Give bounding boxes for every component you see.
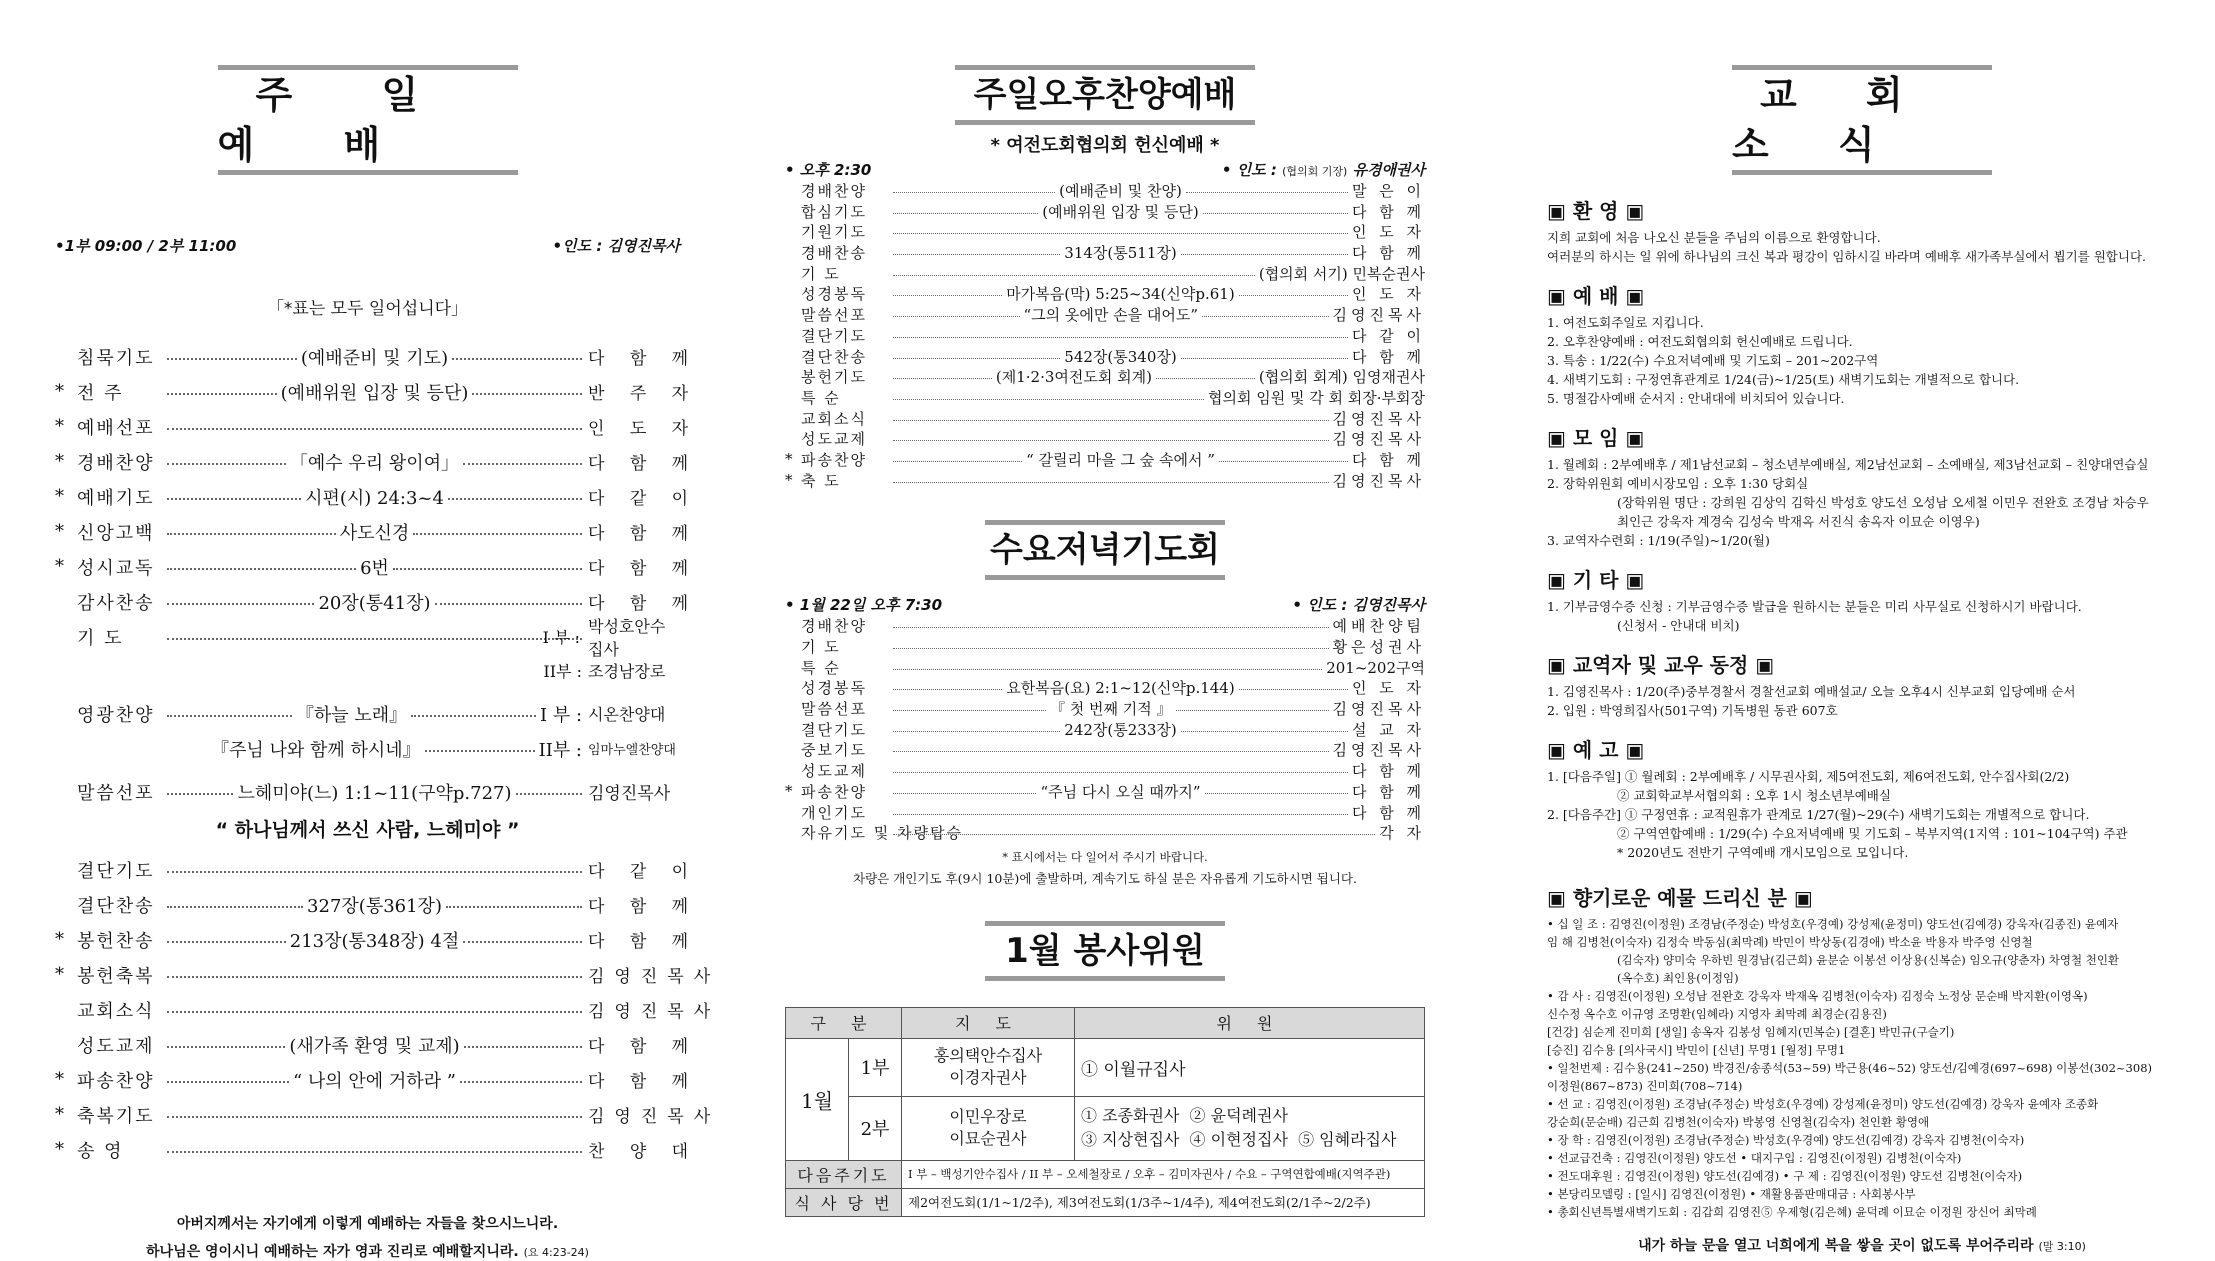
news-item: 5. 명절감사예배 순서지 : 안내대에 비치되어 있습니다. <box>1547 391 1845 406</box>
sermon-title: “ 하나님께서 쓰신 사람, 느헤미야 ” <box>215 819 520 841</box>
news-item: 이정원(867~873) 진미희(708~714) <box>1547 1079 1743 1093</box>
preview-heading: ▣ 예 고 ▣ <box>1547 738 1645 762</box>
service-row: 경배찬송 314장(통511장) 다 함 께 <box>801 244 1425 263</box>
verse-line-1: 아버지께서는 자기에게 이렇게 예배하는 자들을 찾으시느니라. <box>176 1216 559 1232</box>
news-item: • 본당리모델링 : [일시] 김영진(이정원) • 재활용품판매대금 : 사회봉사부 <box>1547 1187 1916 1201</box>
service-row: 중보기도 김영진목사 <box>801 741 1425 760</box>
news-item: (옥수호) 최인용(이정임) <box>1617 971 1739 985</box>
service-row: 감사찬송 20장(통41장) 다 함 께 <box>77 592 699 614</box>
service-row: * 성시교독 6번 다 함 께 <box>55 556 699 579</box>
news-heading: ▣ 교역자 및 교우 동정 ▣ <box>1547 653 1775 677</box>
service-row: 결단기도 다 같 이 <box>801 326 1425 345</box>
news-item: • 선교급건축 : 김영진(이정원) 양도선 • 대지구입 : 김영진(이정원) 김병천(이숙자) <box>1547 1151 1962 1165</box>
service-row: 결단기도 242장(통233장) 설 교 자 <box>801 720 1425 739</box>
news-item: • 감 사 : 김영진(이정원) 오성남 전완호 강욱자 박재옥 김병천(이숙자) 김정숙 노정상 문순배 박지환(이영옥) <box>1547 989 2088 1003</box>
wednesday-meta: • 1월 22일 오후 7:30 • 인도 : 김영진목사 <box>785 596 1425 615</box>
service-row: 말씀선포 “그의 옷에만 손을 대어도” 김영진목사 <box>801 306 1425 325</box>
worship-heading: ▣ 예 배 ▣ <box>1547 284 1645 308</box>
prayer-row: 기 도 <box>55 619 680 654</box>
wednesday-order <box>785 615 1425 843</box>
news-item: 2. 입원 : 박영희집사(501구역) 기독병원 동관 607호 <box>1547 703 1838 718</box>
service-row: 특 순 협의회 임원 및 각 회 회장·부회장 <box>801 388 1425 407</box>
afternoon-meta: • 오후 2:30 • 인도 : (협의회 기장) 유경애권사 <box>785 161 1425 179</box>
sermon-row: 말씀선포 느헤미야(느) 1:1~11(구약p.727) 김영진목사 <box>77 782 671 804</box>
news-item: 1. 기부금영수증 신청 : 기부금영수증 발급을 원하시는 분들은 미리 사무실로 신청하시기 바랍니다. <box>1547 599 2082 614</box>
closing-verse: 내가 하늘 문을 열고 너희에게 복을 쌓을 곳이 없도록 부어주리라 (말 3:10) <box>1638 1238 2086 1254</box>
wednesday-prayer-title: 수요저녁기도회 <box>985 520 1225 580</box>
service-row: 경배찬양 (예배준비 및 찬양) 말 은 이 <box>801 182 1425 200</box>
service-row: * 예배기도 시편(시) 24:3~4 다 같 이 <box>55 486 699 509</box>
news-item: • 장 학 : 김영진(이정원) 조경남(주정순) 박성호(우경예) 양도선(김예경) 강욱자 김병천(이숙자) <box>1547 1133 2025 1147</box>
meetings-heading: ▣ 모 임 ▣ <box>1547 426 1645 450</box>
service-row: * 파송찬양 “ 갈릴리 마을 그 숲 속에서 ” 다 함 께 <box>785 450 1425 469</box>
order-of-service-2 <box>55 852 721 1167</box>
news-item: 강순희(문순배) 김근희 김병천(이숙자) 박봉영 신영철(김숙자) 천인환 황영애 <box>1547 1115 1930 1129</box>
news-item: 4. 새벽기도회 : 구정연휴관계로 1/24(금)~1/25(토) 새벽기도회는 개별적으로 합니다. <box>1547 372 2020 387</box>
news-item: 신수정 옥수호 이규영 조명환(임혜라) 지영자 최막례 최경순(김용진) <box>1547 1007 1887 1021</box>
service-row: * 신앙고백 사도신경 다 함 께 <box>55 521 699 544</box>
service-row: 성경봉독 요한복음(요) 2:1~12(신약p.144) 인 도 자 <box>801 679 1425 698</box>
sunday-worship-title: 주 일 예 배 <box>218 65 518 175</box>
service-row: * 경배찬양 「예수 우리 왕이여」 다 함 께 <box>55 451 699 474</box>
service-row: 성도교제 김영진목사 <box>801 430 1425 449</box>
service-committee-title: 1월 봉사위원 <box>985 921 1225 981</box>
news-item: (장학위원 명단 : 강희원 김상익 김학신 박성호 양도선 오성남 오세철 이민우 전완호 조경남 차승우 <box>1617 495 2149 510</box>
service-row: 합심기도 (예배위원 입장 및 등단) 다 함 께 <box>801 202 1425 221</box>
news-item: 임 해 김병천(이숙자) 김정숙 박동심(최막례) 박민이 박상동(김경애) 박소윤 박용자 박주영 신영철 <box>1547 935 2033 949</box>
afternoon-worship-column <box>785 0 1425 1217</box>
afternoon-order <box>785 180 1425 490</box>
service-row: 기 도 (협의회 서기) 민복순권사 <box>801 264 1425 283</box>
service-row: 침묵기도 (예배준비 및 기도) 다 함 께 <box>77 347 699 369</box>
news-item: • 선 교 : 김영진(이정원) 조경남(주정순) 박성호(우경예) 강성제(윤정미) 양도선(김예경) 강욱자 윤예자 조종화 <box>1547 1097 2099 1111</box>
news-item: 2. [다음주간] ① 구정연휴 : 교적원휴가 관계로 1/27(월)~29(수) 새벽기도회는 개별적으로 합니다. <box>1547 807 2090 822</box>
welcome-heading: ▣ 환 영 ▣ <box>1547 199 1645 223</box>
news-item: 최인근 강욱자 계경숙 김성숙 박재옥 서진식 송옥자 이묘순 이영우) <box>1617 514 1980 529</box>
news-item: 3. 특송 : 1/22(수) 수요저녁예배 및 기도회 – 201~202구역 <box>1547 353 1879 368</box>
news-item: 1. 김영진목사 : 1/20(주)중부경찰서 경찰선교회 예배설교/ 오늘 오후4시 신부교회 입당예배 순서 <box>1547 684 2076 699</box>
news-item: • 일천번제 : 김수용(241~250) 박경진/송종석(53~59) 박근용(46~52) 양도선/김예경(697~698) 이봉선(302~308) <box>1547 1061 2152 1075</box>
church-news-title: 교 회 소 식 <box>1732 65 1992 175</box>
afternoon-worship-title: 주일오후찬양예배 <box>955 65 1255 125</box>
news-item: ② 교회학교부서협의회 : 오후 1시 청소년부예배실 <box>1617 788 1891 803</box>
service-row: 특 순 201~202구역 <box>801 658 1425 677</box>
news-item: 1. 여전도회주일로 지킵니다. <box>1547 315 1704 330</box>
afternoon-subtitle: * 여전도회협의회 헌신예배 * <box>990 135 1220 156</box>
sunday-worship-column: 주 일 예 배 •1부 09:00 / 2부 11:00 •인도 : 김영진목사 「*표는 모두 일어섭니다」 침묵기도 (예배준비 및 기도) 다 함 께 * 전 주 (예배위원 입장 및 등단) 반 주 자 * 예배선포 인 도 자 * 경배찬양 「예수 우리 왕이여」 다 함 께 * 예배기도 시편(시) 24:3~4 다 같 이 * 신앙고백 사도신경 다 함 께 * 성시교독 6번 다 함 께 감사찬송 20장(통41장) 다 함 께 기 도 I 부 : 박성호안수집사 II부 : 조경남장로 영광찬양 『하늘 노래』 I 부 : 시온찬양대 『주님 나와 함께 하시네』 II부 : 임마누엘찬양대 말씀선포 느헤미야(느) 1:1~11(구약p.727) 김영진목사 “ 하나님께서 쓰신 사람, 느헤미야 ” 결단기도 다 같 이 결단찬송 327장(통361장) 다 함 께 * 봉헌찬송 213장(통348장) 4절 다 함 께 * 봉헌축복 김영진목사 교회소식 김영진목사 성도교제 (새가족 환영 및 교제) 다 함 께 * 파송찬양 “ 나의 안에 거하라 ” 다 함 께 * 축복기도 김영진목사 * 송 영 찬 양 대 아버지께서는 자기에게 이렇게 예배하는 자들을 찾으시느니라. 하나님은 영이시니 예배하는 자가 영과 진리로 예배할지니라. (요 4:23-24) <box>55 0 680 1261</box>
service-row: 성도교제 (새가족 환영 및 교제) 다 함 께 <box>77 1035 699 1057</box>
worship-time: •1부 09:00 / 2부 11:00 <box>55 237 237 255</box>
service-row: 교회소식 김영진목사 <box>77 1000 721 1022</box>
news-item: • 총회신년특별새벽기도회 : 김갑희 김영진⑤ 우제형(김은혜) 윤덕례 이묘순 이정원 장신어 최막례 <box>1547 1205 2037 1219</box>
service-row: * 봉헌찬송 213장(통348장) 4절 다 함 께 <box>55 929 699 952</box>
news-item: [승진] 김수용 [의사국시] 박민이 [신년] 무명1 [월정] 무명1 <box>1547 1043 1846 1057</box>
service-row: 개인기도 다 함 께 <box>801 803 1425 822</box>
news-item: (신청서 - 안내대 비치) <box>1617 618 1740 633</box>
church-news-column: 교 회 소 식 ▣ 환 영 ▣ 지희 교회에 처음 나오신 분들을 주님의 이름으로 환영합니다. 여러분의 하시는 일 위에 하나님의 크신 복과 평강이 임하시길 바라며 예배후 새가족부실에서 뵙기를 원합니다. ▣ 예 배 ▣ 1. 여전도회주일로 지킵니다. 2. 오후찬양예배 : 여전도회협의회 헌신예배로 드립니다. 3. 특송 : 1/22(수) 수요저녁예배 및 기도회 – 201~202구역 4. 새벽기도회 : 구정연휴관계로 1/24(금)~1/25(토) 새벽기도회는 개별적으로 합니다. 5. 명절감사예배 순서지 : 안내대에 비치되어 있습니다. ▣ 모 임 ▣ 1. 월례회 : 2부예배후 / 제1남선교회 – 청소년부예배실, 제2남선교회 – 소예배실, 제3남선교회 – 친양대연습실 2. 장학위원회 예비시장모임 : 오후 1:30 당회실 (장학위원 명단 : 강희원 김상익 김학신 박성호 양도선 오성남 오세철 이민우 전완호 조경남 차승우 최인근 강욱자 계경숙 김성숙 박재옥 서진식 송옥자 이묘순 이영우) 3. 교역자수련회 : 1/19(주일)~1/20(월) ▣ 기 타 ▣ 1. 기부금영수증 신청 : 기부금영수증 발급을 원하시는 분들은 미리 사무실로 신청하시기 바랍니다. (신청서 - 안내대 비치) ▣ 교역자 및 교우 동정 ▣ 1. 김영진목사 : 1/20(주)중부경찰서 경찰선교회 예배설교/ 오늘 오후4시 신부교회 입당예배 순서 2. 입원 : 박영희집사(501구역) 기독병원 동관 607호 ▣ 예 고 ▣ 1. [다음주일] ① 월례회 : 2부예배후 / 시무권사회, 제5여전도회, 제6여전도회, 안수집사회(2/2) ② 교회학교부서협의회 : 오후 1시 청소년부예배실 2. [다음주간] ① 구정연휴 : 교적원휴가 관계로 1/27(월)~29(수) 새벽기도회는 개별적으로 합니다. ② 구역연합예배 : 1/29(수) 수요저녁예배 및 기도회 – 북부지역(1지역 : 101~104구역) 주관 * 2020년도 전반기 구역예배 개시모임으로 모입니다. ▣ 향기로운 예물 드리신 분 ▣ • 십 일 조 : 김영진(이정원) 조경남(주정순) 박성호(우경예) 강성제(윤정미) 양도선(김예경) 강욱자(김종진) 윤예자 임 해 김병천(이숙자) 김정숙 박동심(최막례) 박민이 박상동(김경애) 박소윤 박용자 박주영 신영철 (김숙자) 양미숙 우하빈 원경남(김근희) 윤분순 이봉선 이상용(신복순) 임오규(양춘자) 차영철 천인환 (옥수호) 최인용(이정임) • 감 사 : 김영진(이정원) 오성남 전완호 강욱자 박재옥 김병천(이숙자) 김정숙 노정상 문순배 박지환(이영옥) 신수정 옥수호 이규영 조명환(임혜라) 지영자 최막례 최경순(김용진) [건강] 심순계 진미희 [생일] 송옥자 김봉성 임혜지(민복순) [결혼] 박민규(구슬기) [승진] 김수용 [의사국시] 박민이 [신년] 무명1 [월정] 무명1 • 일천번제 : 김수용(241~250) 박경진/송종석(53~59) 박근용(46~52) 양도선/김예경(697~698) 이봉선(302~308) 이정원(867~873) 진미희(708~714) • 선 교 : 김영진(이정원) 조경남(주정순) 박성호(우경예) 강성제(윤정미) 양도선(김예경) 강욱자 윤예자 조종화 강순희(문순배) 김근희 김병천(이숙자) 박봉영 신영철(김숙자) 천인환 황영애 • 장 학 : 김영진(이정원) 조경남(주정순) 박성호(우경예) 양도선(김예경) 강욱자 김병천(이숙자) • 선교급건축 : 김영진(이정원) 양도선 • 대지구입 : 김영진(이정원) 김병천(이숙자) • 전도대후원 : 김영진(이정원) 양도선(김예경) • 구 제 : 김영진(이정원) 양도선 김병천(이숙자) • 본당리모델링 : [일시] 김영진(이정원) • 재활용품판매대금 : 사회봉사부 • 총회신년특별새벽기도회 : 김갑희 김영진⑤ 우제형(김은혜) 윤덕례 이묘순 이정원 장신어 최막례 내가 하늘 문을 열고 너희에게 복을 쌓을 곳이 없도록 부어주리라 (말 3:10) <box>1547 0 2177 1255</box>
service-row: 결단찬송 542장(통340장) 다 함 께 <box>801 347 1425 366</box>
service-row: 성도교제 다 함 께 <box>801 762 1425 781</box>
service-row: 봉헌기도 (제1·2·3여전도회 회계) (협의회 회계) 임영재권사 <box>801 368 1425 387</box>
service-row: * 송 영 찬 양 대 <box>55 1139 699 1162</box>
worship-leader: •인도 : 김영진목사 <box>552 237 680 255</box>
service-committee-table: 구 분 지 도 위 원 1월 1부 홍의택안수집사 이경자권사 ① 이월규집사 2부 이민우장로 이묘순권사 ① 조종화권사 ② 윤덕례권사 ③ 지상현집사 ④ 이현정집사 ⑤ 임혜라집사 다음주기도 I 부 – 백성기안수집사 / II 부 – 오세철장로 / 오후 – 김미자권사 / 수요 – 구역연합예배(지역주관) 식 사 당 번 제2여전도회(1/1~1/2주), 제3여전도회(1/3주~1/4주), 제4여전도회(2/1주~2/2주) <box>785 1007 1425 1217</box>
news-item: * 2020년도 전반기 구역예배 개시모임으로 모입니다. <box>1617 845 1909 860</box>
news-item: 1. 월례회 : 2부예배후 / 제1남선교회 – 청소년부예배실, 제2남선교회 – 소예배실, 제3남선교회 – 친양대연습실 <box>1547 457 2149 472</box>
news-item: • 십 일 조 : 김영진(이정원) 조경남(주정순) 박성호(우경예) 강성제(윤정미) 양도선(김예경) 강욱자(김종진) 윤예자 <box>1547 917 2119 931</box>
service-row: 결단기도 다 같 이 <box>77 860 699 882</box>
vehicle-note: 차량은 개인기도 후(9시 10분)에 출발하며, 계속기도 하실 분은 자유롭게 기도하시면 됩니다. <box>853 870 1357 886</box>
service-row: 말씀선포 『 첫 번째 기적 』 김영진목사 <box>801 700 1425 719</box>
news-item: (김숙자) 양미숙 우하빈 원경남(김근희) 윤분순 이봉선 이상용(신복순) 임오규(양춘자) 차영철 천인환 <box>1617 953 2120 967</box>
service-row: 결단찬송 327장(통361장) 다 함 께 <box>77 895 699 917</box>
offerings-heading: ▣ 향기로운 예물 드리신 분 ▣ <box>1547 886 1813 910</box>
service-row: 성경봉독 마가복음(막) 5:25~34(신약p.61) 인 도 자 <box>801 285 1425 304</box>
news-item: ② 구역연합예배 : 1/29(수) 수요저녁예배 및 기도회 – 북부지역(1지역 : 101~104구역) 주관 <box>1617 826 2128 841</box>
service-row: 교회소식 김영진목사 <box>801 409 1425 428</box>
service-row: 경배찬양 예배찬양팀 <box>801 617 1425 636</box>
news-item: 2. 장학위원회 예비시장모임 : 오후 1:30 당회실 <box>1547 476 1809 491</box>
service-row: 자유기도 및 차량탑승 각 자 <box>801 824 1425 843</box>
standing-notice: 「*표는 모두 일어섭니다」 <box>266 299 469 319</box>
service-row: * 예배선포 인 도 자 <box>55 416 699 439</box>
service-row: * 축 도 김영진목사 <box>785 471 1425 490</box>
news-item: 2. 오후찬양예배 : 여전도회협의회 헌신예배로 드립니다. <box>1547 334 1853 349</box>
praise-row: 영광찬양 『하늘 노래』 I 부 : 시온찬양대 <box>77 704 666 726</box>
news-item: 3. 교역자수련회 : 1/19(주일)~1/20(월) <box>1547 533 1770 548</box>
service-row: * 봉헌축복 김영진목사 <box>55 964 721 987</box>
service-row: * 전 주 (예배위원 입장 및 등단) 반 주 자 <box>55 381 699 404</box>
verse-line-2: 하나님은 영이시니 예배하는 자가 영과 진리로 예배할지니라. (요 4:23-24) <box>146 1244 589 1260</box>
service-row: 기원기도 인 도 자 <box>801 223 1425 242</box>
other-heading: ▣ 기 타 ▣ <box>1547 568 1645 592</box>
service-row: * 파송찬양 “ 나의 안에 거하라 ” 다 함 께 <box>55 1069 699 1092</box>
service-row: * 파송찬양 “주님 다시 오실 때까지” 다 함 께 <box>785 782 1425 801</box>
stand-note: * 표시에서는 다 일어서 주시기 바랍니다. <box>1002 849 1208 864</box>
news-item: • 전도대후원 : 김영진(이정원) 양도선(김예경) • 구 제 : 김영진(이정원) 양도선 김병천(이숙자) <box>1547 1169 2023 1183</box>
news-item: 1. [다음주일] ① 월례회 : 2부예배후 / 시무권사회, 제5여전도회, 제6여전도회, 안수집사회(2/2) <box>1547 769 2070 784</box>
order-of-service <box>55 339 699 619</box>
worship-meta <box>55 235 680 256</box>
service-row: * 축복기도 김영진목사 <box>55 1104 721 1127</box>
service-row: 기 도 황은성권사 <box>801 638 1425 656</box>
news-item: [건강] 심순계 진미희 [생일] 송옥자 김봉성 임혜지(민복순) [결혼] 박민규(구슬기) <box>1547 1025 1955 1039</box>
